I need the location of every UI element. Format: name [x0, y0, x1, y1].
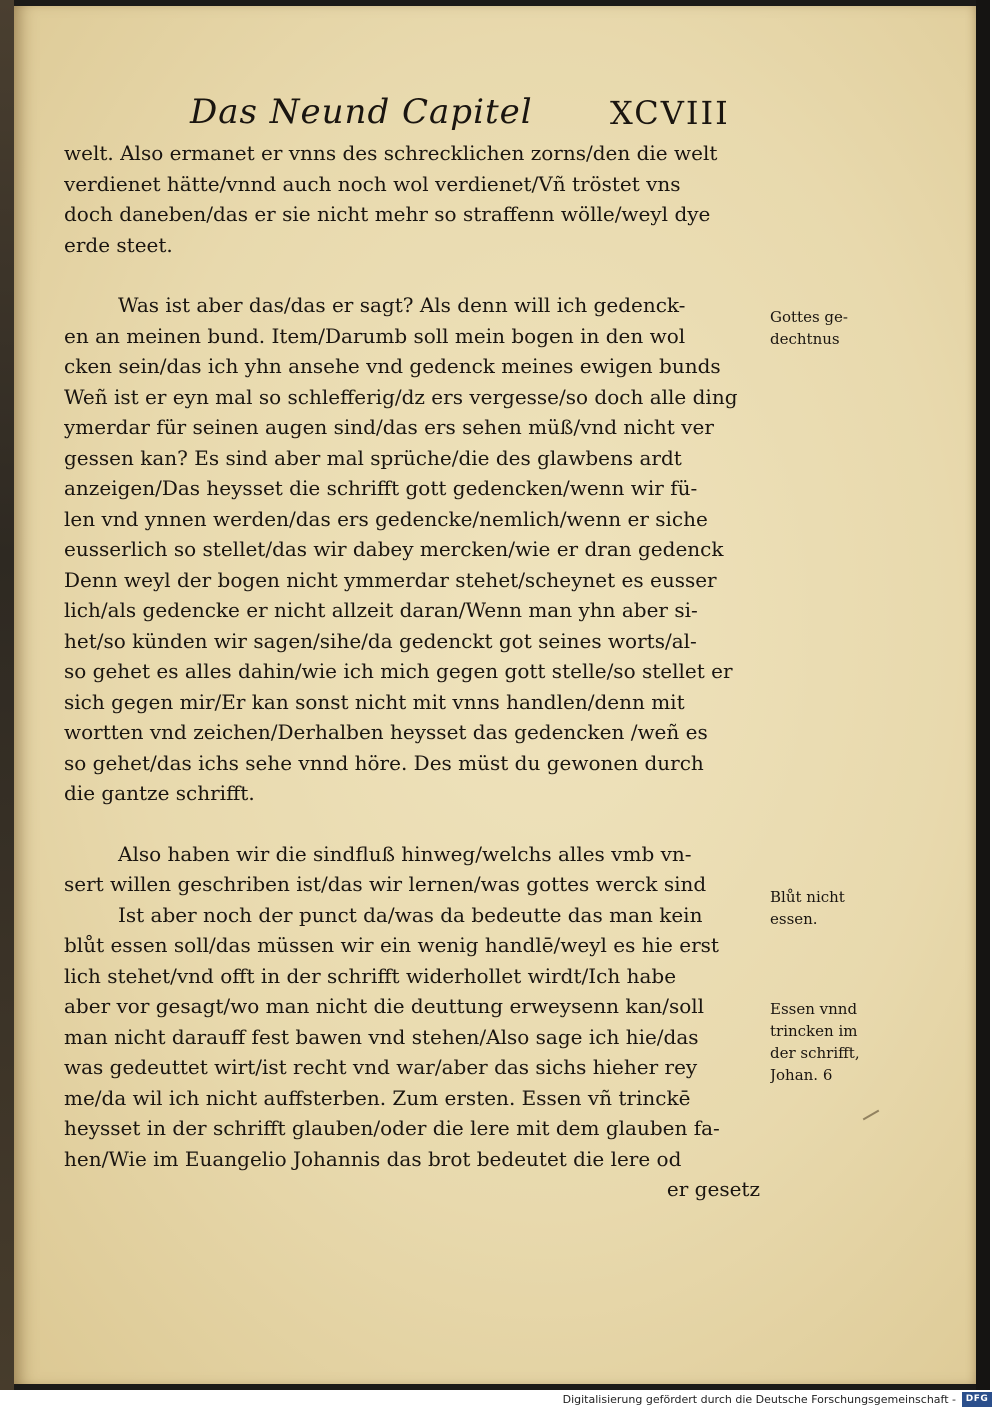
page-edge-shadow	[976, 0, 990, 1390]
paragraph-3	[64, 839, 784, 900]
paragraph-gap	[64, 260, 784, 290]
text-line: was gedeuttet wirt/ist recht vnd war/aber das sichs hieher rey	[64, 1055, 698, 1079]
text-line: doch daneben/das er sie nicht mehr so straffenn wölle/weyl dye	[64, 202, 711, 226]
text-line: hen/Wie im Euangelio Johannis das brot bedeutet die lere od	[64, 1146, 682, 1171]
text-line: aber vor gesagt/wo man nicht die deuttung erweysenn kan/soll	[64, 994, 705, 1018]
text-line: so gehet es alles dahin/wie ich mich gegen gott stelle/so stellet er	[64, 659, 733, 683]
folio-number: XCVIII	[610, 94, 730, 132]
text-line: en an meinen bund. Item/Darumb soll mein bogen in den wol	[64, 323, 686, 348]
text-line: gessen kan? Es sind aber mal sprüche/die des glawbens ardt	[64, 445, 682, 470]
margin-note-line: Johan. 6	[770, 1066, 833, 1084]
paragraph-gap	[64, 809, 784, 839]
margin-note-line: der schrifft,	[770, 1044, 860, 1062]
text-line: anzeigen/Das heysset die schrifft gott gedencken/wenn wir fü-	[64, 476, 698, 500]
text-line: erde steet.	[64, 232, 173, 257]
text-line: wortten vnd zeichen/Derhalben heysset das gedencken /weñ es	[64, 720, 708, 744]
margin-note-line: Essen vnnd	[770, 1000, 858, 1018]
paragraph-4	[64, 900, 784, 1175]
margin-note-gottes-gedechtnus	[770, 306, 900, 350]
text-line: Ist aber noch der punct da/was da bedeutte das man kein	[118, 902, 703, 927]
text-line: blůt essen soll/das müssen wir ein wenig handlē/weyl es hie erst	[64, 933, 719, 957]
text-line: cken sein/das ich yhn ansehe vnd gedenck meines ewigen bunds	[64, 354, 721, 378]
text-line: Weñ ist er eyn mal so schlefferig/dz ers vergesse/so doch alle ding	[64, 384, 738, 409]
funding-credit: Digitalisierung gefördert durch die Deutsche Forschungsgemeinschaft -	[562, 1393, 956, 1406]
text-line: sich gegen mir/Er kan sonst nicht mit vnns handlen/denn mit	[64, 689, 685, 714]
text-line: heysset in der schrifft glauben/oder die lere mit dem glauben fa-	[64, 1116, 720, 1140]
text-line: sert willen geschriben ist/das wir lernen/was gottes werck sind	[64, 872, 707, 896]
binding-gutter	[0, 0, 14, 1390]
text-line: lich stehet/vnd offt in der schrifft widerhollet wirdt/Ich habe	[64, 963, 677, 988]
text-line: man nicht darauff fest bawen vnd stehen/Also sage ich hie/das	[64, 1024, 699, 1049]
margin-note-line: Gottes ge-	[770, 308, 848, 326]
text-line: len vnd ynnen werden/das ers gedencke/nemlich/wenn er siche	[64, 506, 708, 531]
margin-note-essen-trincken	[770, 998, 900, 1086]
text-line: ymerdar für seinen augen sind/das ers sehen müß/vnd nicht ver	[64, 415, 714, 439]
text-line: me/da wil ich nicht auffsterben. Zum ersten. Essen vñ trinckē	[64, 1085, 691, 1110]
catchword: er gesetz	[666, 1177, 760, 1201]
text-line: eusserlich so stellet/das wir dabey mercken/wie er dran gedenck	[64, 537, 724, 561]
text-line: Also haben wir die sindfluß hinweg/welchs alles vmb vn-	[118, 841, 692, 866]
margin-note-line: essen.	[770, 910, 818, 928]
paragraph-2	[64, 290, 784, 809]
text-line: het/so künden wir sagen/sihe/da gedenckt got seines worts/al-	[64, 628, 697, 653]
dfg-logo[interactable]: DFG	[962, 1392, 992, 1407]
text-line: so gehet/das ichs sehe vnnd höre. Des müst du gewonen durch	[64, 750, 704, 775]
text-line: lich/als gedencke er nicht allzeit daran/Wenn man yhn aber si-	[64, 598, 698, 622]
text-line: welt. Also ermanet er vnns des schrecklichen zorns/den die welt	[64, 141, 718, 165]
margin-note-line: Blůt nicht	[770, 888, 845, 906]
text-line: die gantze schrifft.	[64, 781, 255, 805]
main-text-block	[64, 138, 784, 1205]
margin-note-blut-nicht-essen	[770, 886, 900, 930]
text-line: Denn weyl der bogen nicht ymmerdar stehet/scheynet es eusser	[64, 567, 717, 592]
text-line: verdienet hätte/vnnd auch noch wol verdienet/Vñ tröstet vns	[64, 171, 681, 196]
chapter-title: Das Neund Capitel	[190, 92, 533, 132]
paragraph-1	[64, 138, 784, 260]
text-line: Was ist aber das/das er sagt? Als denn will ich gedenck-	[118, 293, 686, 317]
running-head	[190, 92, 750, 132]
margin-note-line: dechtnus	[770, 330, 840, 348]
margin-note-line: trincken im	[770, 1022, 858, 1040]
